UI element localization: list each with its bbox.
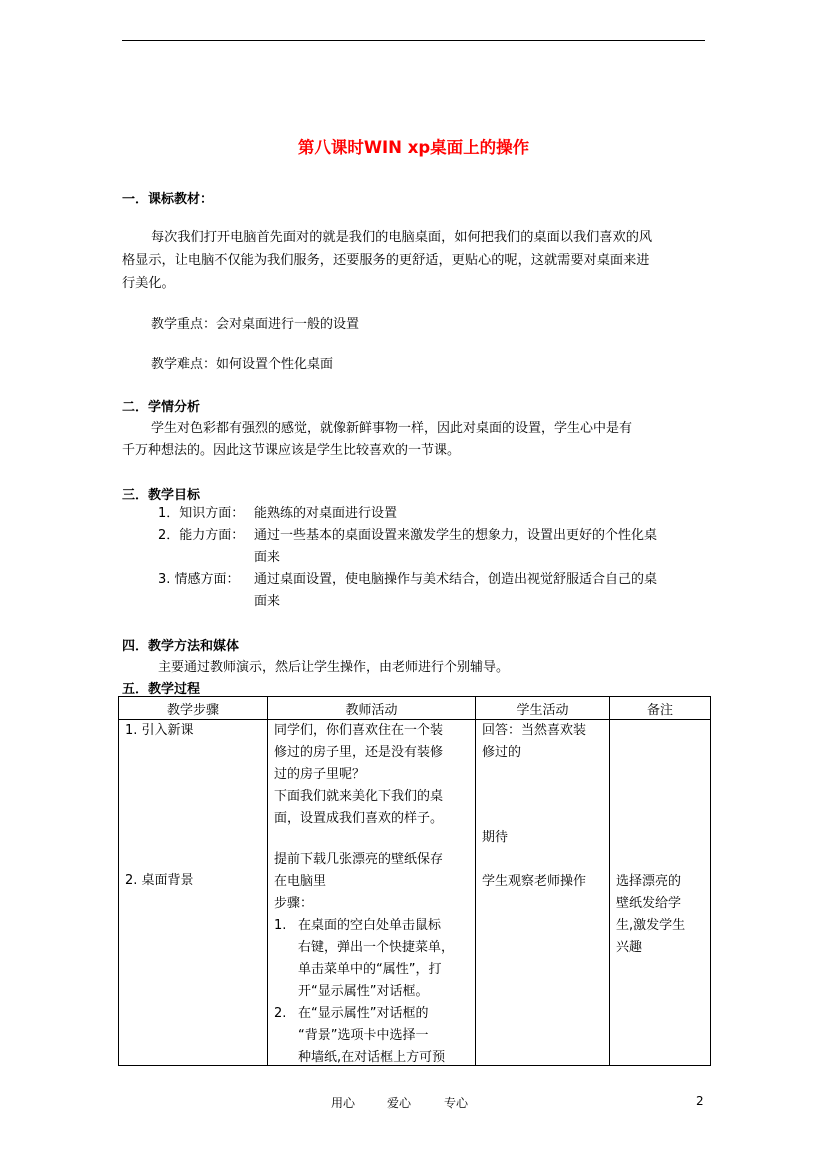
notes-line: 兴趣 — [616, 940, 643, 955]
goal-item-3 — [158, 569, 708, 613]
goal-label: 2．能力方面： — [158, 528, 245, 543]
section-heading-5: 五．教学过程 — [122, 682, 201, 697]
teacher-line: 同学们，你们喜欢住在一个装 — [274, 723, 444, 738]
footer-motto-3: 专心 — [444, 1096, 469, 1110]
step-text: 种墙纸,在对话框上方可预 — [298, 1050, 446, 1065]
student-line: 回答：当然喜欢装 — [482, 723, 587, 738]
goal-item-2 — [158, 525, 708, 569]
key-point: 教学重点：会对桌面进行一般的设置 — [151, 317, 360, 332]
section-2-line-2: 千万种想法的。因此这节课应该是学生比较喜欢的一节课。 — [122, 443, 461, 458]
header-teacher: 教师活动 — [268, 697, 476, 720]
goal-text-continued: 面来 — [254, 594, 281, 609]
step-text: 在“显示属性”对话框的 — [298, 1006, 429, 1021]
table-row — [119, 720, 711, 1066]
step-text: 在桌面的空白处单击鼠标 — [298, 918, 442, 933]
header-steps: 教学步骤 — [119, 697, 268, 720]
section-heading-3: 三．教学目标 — [122, 488, 201, 503]
step-text: 单击菜单中的“属性”，打 — [298, 962, 442, 977]
header-notes: 备注 — [610, 697, 711, 720]
notes-cell — [610, 720, 711, 1066]
section-heading-1: 一．课标教材： — [122, 192, 214, 207]
goal-text-continued: 面来 — [254, 550, 281, 565]
section-heading-4: 四．教学方法和媒体 — [122, 639, 240, 654]
goal-text: 通过桌面设置，使电脑操作与美术结合，创造出视觉舒服适合自己的桌 — [254, 572, 658, 587]
student-line: 学生观察老师操作 — [482, 874, 587, 889]
goal-text: 能熟练的对桌面进行设置 — [254, 506, 398, 521]
section-1-paragraph-line-1: 每次我们打开电脑首先面对的就是我们的电脑桌面，如何把我们的桌面以我们喜欢的风 — [151, 230, 653, 245]
student-line: 期待 — [482, 830, 509, 845]
steps-cell — [119, 720, 268, 1066]
student-line: 修过的 — [482, 745, 522, 760]
teacher-line: 步骤： — [274, 896, 314, 911]
goal-item-1 — [158, 503, 708, 525]
header-rule — [122, 40, 705, 41]
section-4-line-1: 主要通过教师演示，然后让学生操作，由老师进行个别辅导。 — [158, 660, 510, 675]
teacher-line: 修过的房子里，还是没有装修 — [274, 745, 444, 760]
student-cell — [476, 720, 610, 1066]
goal-text: 通过一些基本的桌面设置来激发学生的想象力，设置出更好的个性化桌 — [254, 528, 658, 543]
step-1: 1. 引入新课 — [125, 723, 194, 738]
teacher-line: 面，设置成我们喜欢的样子。 — [274, 811, 444, 826]
table-header-row — [119, 697, 711, 720]
footer-motto-1: 用心 — [331, 1096, 356, 1110]
document-title: 第八课时WIN xp桌面上的操作 — [297, 138, 530, 157]
step-number: 1. — [274, 918, 287, 933]
header-student: 学生活动 — [476, 697, 610, 720]
section-1-paragraph-line-2: 格显示，让电脑不仅能为我们服务，还要服务的更舒适，更贴心的呢，这就需要对桌面来进 — [122, 253, 650, 268]
step-text: “背景”选项卡中选择一 — [298, 1028, 429, 1043]
difficulty-point: 教学难点：如何设置个性化桌面 — [151, 357, 334, 372]
teacher-line: 提前下载几张漂亮的壁纸保存 — [274, 852, 444, 867]
teaching-process-table — [118, 696, 711, 1066]
footer-motto-2: 爱心 — [387, 1096, 412, 1110]
section-1-paragraph-line-3: 行美化。 — [122, 276, 175, 291]
page-number: 2 — [696, 1094, 704, 1108]
notes-line: 选择漂亮的 — [616, 874, 682, 889]
notes-line: 壁纸发给学 — [616, 896, 682, 911]
teacher-cell — [268, 720, 476, 1066]
step-text: 右键，弹出一个快捷菜单， — [298, 940, 455, 955]
notes-line: 生,激发学生 — [616, 918, 686, 933]
step-2: 2. 桌面背景 — [125, 873, 194, 888]
section-2-line-1: 学生对色彩都有强烈的感觉，就像新鲜事物一样，因此对桌面的设置，学生心中是有 — [151, 421, 633, 436]
goal-label: 1．知识方面： — [158, 506, 245, 521]
section-heading-2: 二．学情分析 — [122, 400, 201, 415]
teacher-line: 在电脑里 — [274, 874, 327, 889]
step-number: 2. — [274, 1006, 287, 1021]
step-text: 开“显示属性”对话框。 — [298, 984, 429, 999]
teacher-line: 下面我们就来美化下我们的桌 — [274, 789, 444, 804]
goal-label: 3. 情感方面： — [158, 572, 240, 587]
teacher-line: 过的房子里呢？ — [274, 767, 366, 782]
